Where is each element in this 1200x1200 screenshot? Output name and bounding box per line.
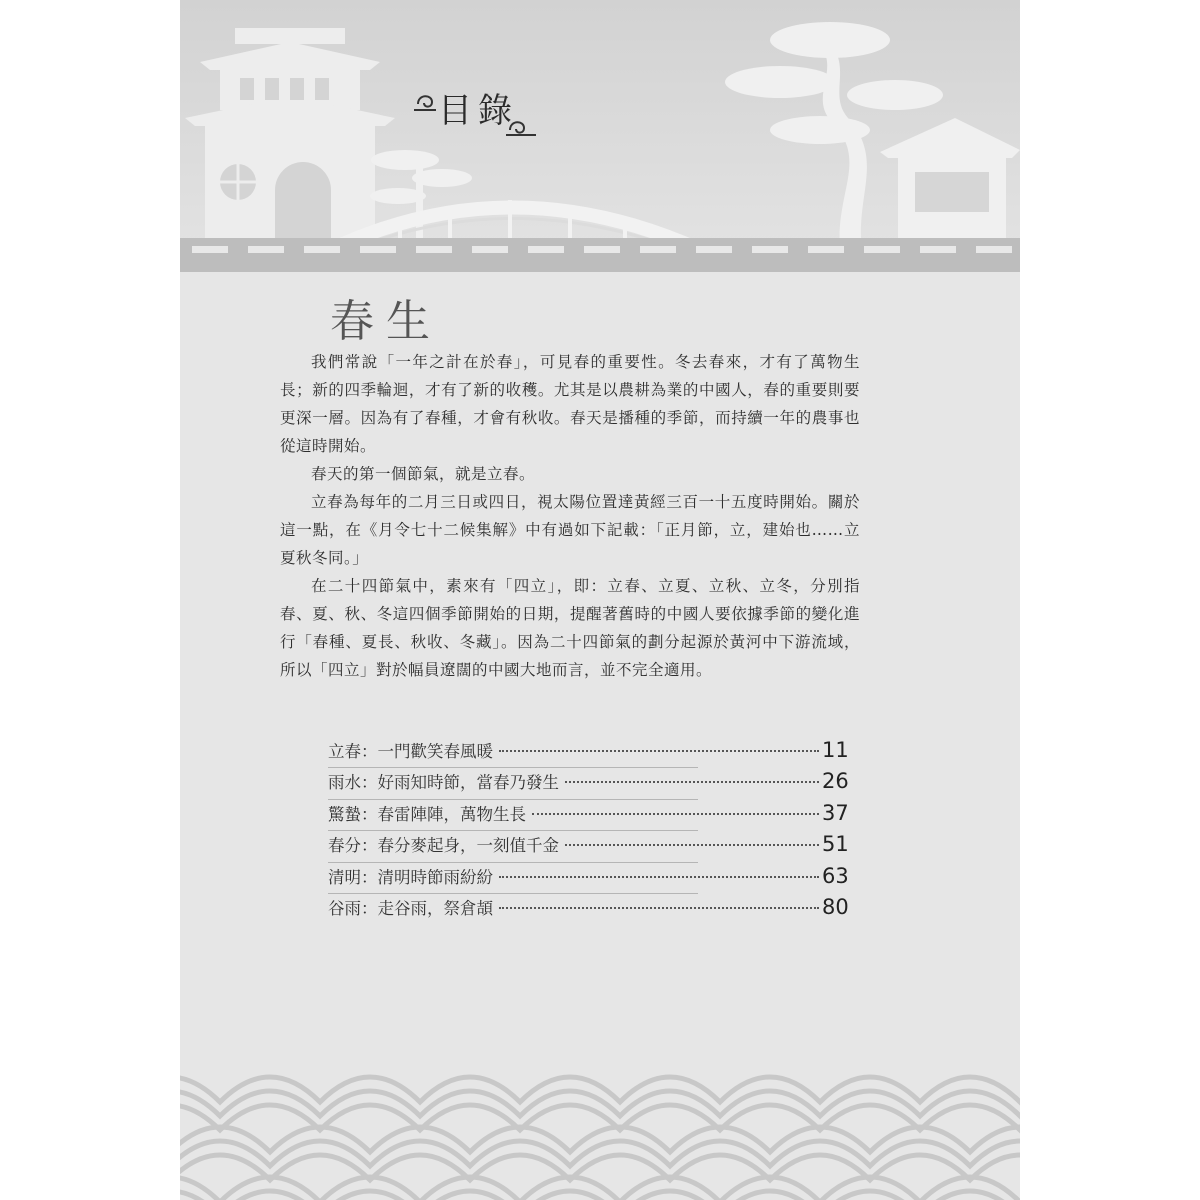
header-illustration — [180, 0, 1020, 290]
toc-entry[interactable] — [328, 832, 848, 863]
toc-entry[interactable] — [328, 864, 848, 895]
section-title: 春生 — [330, 296, 442, 347]
intro-paragraph: 春天的第一個節氣，就是立春。 — [311, 465, 536, 483]
toc-leader — [499, 750, 819, 752]
toc-leader — [565, 844, 819, 846]
toc-leader — [532, 813, 819, 815]
toc-leader — [499, 907, 819, 909]
toc-entry-page: 37 — [822, 800, 849, 825]
intro-paragraph: 我們常說「一年之計在於春」，可見春的重要性。冬去春來，才有了萬物生長；新的四季輪迴，才有了新的收穫。尤其是以農耕為業的中國人，春的重要則要更深一層。因為有了春種，才會有秋收。春天是播種的季節，而持續一年的農事也從這時開始。 — [280, 353, 860, 455]
intro-text — [280, 348, 860, 684]
intro-paragraph: 立春為每年的二月三日或四日，視太陽位置達黃經三百一十五度時開始。關於這一點，在《月令七十二候集解》中有過如下記載：「正月節，立，建始也……立夏秋冬同。」 — [280, 493, 860, 567]
wave-pattern-decoration — [180, 1052, 1020, 1200]
toc-entry[interactable] — [328, 769, 848, 800]
toc-divider — [328, 767, 698, 768]
toc-entry[interactable] — [328, 895, 848, 926]
header-banner — [180, 0, 1020, 290]
toc-entry-page: 63 — [822, 863, 849, 888]
toc-entry-label: 谷雨：走谷雨，祭倉頡 — [328, 898, 493, 918]
toc-entry-label: 清明：清明時節雨紛紛 — [328, 867, 493, 887]
toc-entry-page: 26 — [822, 769, 849, 794]
toc-entry[interactable] — [328, 738, 848, 769]
toc-leader — [565, 781, 819, 783]
intro-paragraph: 在二十四節氣中，素來有「四立」，即：立春、立夏、立秋、立冬，分別指春、夏、秋、冬這四個季節開始的日期，提醒著舊時的中國人要依據季節的變化進行「春種、夏長、秋收、冬藏」。因為二十四節氣的劃分起源於黃河中下游流域，所以「四立」對於幅員遼闊的中國大地而言，並不完全適用。 — [280, 577, 860, 679]
toc-divider — [328, 893, 698, 894]
toc-entry-label: 立春：一門歡笑春風暖 — [328, 742, 493, 761]
toc-heading: 目錄 — [438, 91, 518, 131]
toc-leader — [499, 876, 819, 878]
toc-entry-page: 80 — [822, 894, 849, 919]
toc-entry-label: 雨水：好雨知時節，當春乃發生 — [328, 773, 559, 793]
toc-divider — [328, 799, 698, 800]
toc-entry-page: 51 — [822, 832, 849, 857]
book-page — [180, 0, 1020, 1200]
toc-entry-page: 11 — [822, 738, 849, 762]
toc-entry-label: 春分：春分麥起身，一刻值千金 — [328, 836, 559, 856]
toc-entry-label: 驚蟄：春雷陣陣，萬物生長 — [328, 804, 526, 824]
toc-divider — [328, 862, 698, 863]
toc-entry[interactable] — [328, 801, 848, 832]
toc-list — [328, 738, 848, 926]
toc-divider — [328, 830, 698, 831]
